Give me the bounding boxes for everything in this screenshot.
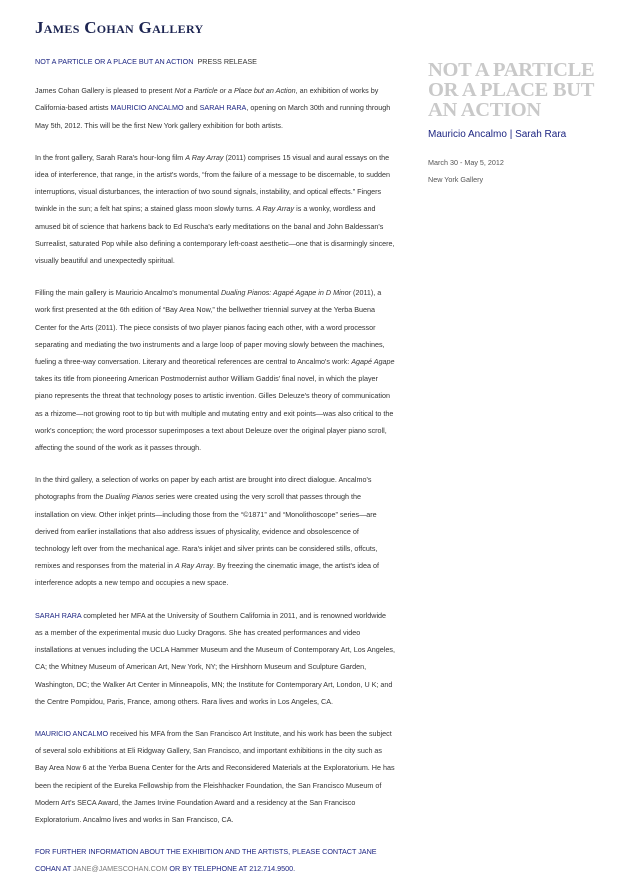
main-gallery-paragraph [35, 284, 395, 456]
front-gallery-paragraph [35, 149, 395, 269]
film-title: A Ray Array [185, 152, 224, 162]
text: , an exhibition of works by California-based artists [35, 86, 379, 113]
exhibition-info [428, 154, 618, 188]
intro-paragraph [35, 82, 395, 134]
text: OR BY TELEPHONE AT 212.714.9500. [167, 864, 296, 874]
artist-names: Mauricio Ancalmo | Sarah Rara [428, 129, 567, 140]
text: James Cohan Gallery is pleased to present [35, 86, 175, 96]
text: (2011), a work first presented at the 6th edition of “Bay Area Now,” the bellwether triennial survey at the Yerba Buena Center for the Arts (2011). The piece consists of two player pianos facing each other, with a word processor separating and mediating the two instruments and a large loop of paper moving slowly between the machines, fueling a three-way conversation. Literary and theoretical references are central to Ancalmo's work: [35, 288, 385, 367]
gallery-logo[interactable]: James Cohan Gallery [35, 18, 204, 37]
text: (2011) comprises 15 visual and aural essays on the idea of interference, that range, in the artist's words, “from the failure of a message to be discernable, to sudden interruptions, visual disturbances, the interaction of two sound signals, instability, and optical effects.” Fingers twinkle in the sun; a felt hat spins; a stained glass moon slowly turns. [35, 152, 390, 214]
release-label: PRESS RELEASE [197, 57, 257, 66]
film-title: A Ray Array [174, 561, 214, 571]
release-title: NOT A PARTICLE OR A PLACE BUT AN ACTION [35, 57, 194, 66]
text: , opening on March 30th and running through May 5th, 2012. This will be the first New York gallery exhibition for both artists. [35, 103, 391, 130]
exhibition-dates: March 30 - May 5, 2012 [428, 158, 504, 167]
artist-link-rara[interactable]: SARAH RARA [199, 103, 247, 113]
text: completed her MFA at the University of Southern California in 2011, and is renowned worldwide as a member of the experimental music duo Lucky Dragons. She has created performances and video installations at venues including the UCLA Hammer Museum and the Museum of Contemporary Art, Los Angeles, CA; the Whitney Museum of American Art, New York, NY; the Hirshhorn Museum and Sculpture Garden, Washington, DC; the Walker Art Center in Minneapolis, MN; the Institute for Contemporary Art, London, U K; and the Centre Pompidou, Paris, France, among others. Rara lives and works in Los Angeles, CA. [35, 610, 395, 706]
text: Filling the main gallery is Mauricio Ancalmo's monumental [35, 288, 221, 298]
text: series were created using the very scroll that passes through the installation on view. Other inkjet prints—including those from the “©1871” and “Monolithoscope” series—are derived from earlier installations that also address issues of physicality, evidence and obsolescence of technology left over from the mechanical age. Rara's inkjet and silver prints can be considered stills, offcuts, remixes and responses from the material in [35, 492, 378, 571]
press-release-body [35, 53, 395, 893]
text: In the front gallery, Sarah Rara's hour-long film [35, 152, 186, 162]
text: received his MFA from the San Francisco Art Institute, and his work has been the subject of several solo exhibitions at Eli Ridgway Gallery, San Francisco, and important exhibitions in the city such as Bay Area Now 6 at the Yerba Buena Center for the Arts and Reconsidered Materials at the Exploratorium. He has been the recipient of the Eureka Fellowship from the Fleishhacker Foundation, the San Francisco Museum of Modern Art's SECA Award, the James Irvine Foundation Award and a residency at the San Francisco Exploratorium. Ancalmo lives and works in San Francisco, CA. [35, 728, 395, 824]
text: takes its title from pioneering American Postmodernist author William Gaddis' final novel, in which the player piano represents the threat that technology poses to artistic invention. Gilles Deleuze's theory of communication as a rhizome—not growing root to tip but with multiple and mutating entry and exit points—was also critical to the work's conception; the word processor superimposes a text about Deleuze over the original player piano scroll, affecting the sound of the work as it passes through. [35, 374, 394, 453]
exhibition-title-heading: NOT A PARTICLE OR A PLACE BUT AN ACTION [428, 59, 595, 121]
artist-link-rara[interactable]: SARAH RARA [35, 610, 82, 620]
text: In the third gallery, a selection of works on paper by each artist are brought into direct dialogue. Ancalmo's photographs from the [35, 475, 372, 502]
film-title: A Ray Array [255, 204, 295, 214]
sidebar [428, 60, 618, 188]
third-gallery-paragraph [35, 471, 395, 591]
rara-bio-paragraph [35, 607, 395, 710]
artist-link-ancalmo[interactable]: MAURICIO ANCALMO [110, 103, 184, 113]
series-title: Dualing Pianos [105, 492, 154, 502]
artist-link-ancalmo[interactable]: MAURICIO ANCALMO [35, 728, 109, 738]
work-title: Dualing Pianos: Agapé Agape in D Minor [220, 288, 352, 298]
text: and [183, 103, 200, 113]
text: is a wonky, wordless and amused bit of science that harkens back to Ed Ruscha's early meditations on the banal and John Baldessan's Surrealist, saturated Pop while also defining a contemporary left-coast aesthetic—one that is disarmingly sincere, visually beautiful and unexpectedly spiritual. [35, 204, 395, 266]
text: FOR FURTHER INFORMATION ABOUT THE EXHIBITION AND THE ARTISTS, PLEASE CONTACT JANE COHAN AT [35, 847, 377, 874]
contact-info [35, 843, 395, 877]
exhibition-location: New York Gallery [428, 175, 484, 184]
text: . By freezing the cinematic image, the artist's idea of interference adopts a new tempo and occupies a new space. [35, 561, 380, 588]
release-heading [35, 53, 395, 70]
ancalmo-bio-paragraph [35, 725, 395, 828]
email-link[interactable]: JANE@JAMESCOHAN.COM [73, 864, 168, 874]
exhibition-title: Not a Particle or a Place but an Action [174, 86, 296, 96]
novel-title: Agapé Agape [351, 357, 395, 367]
